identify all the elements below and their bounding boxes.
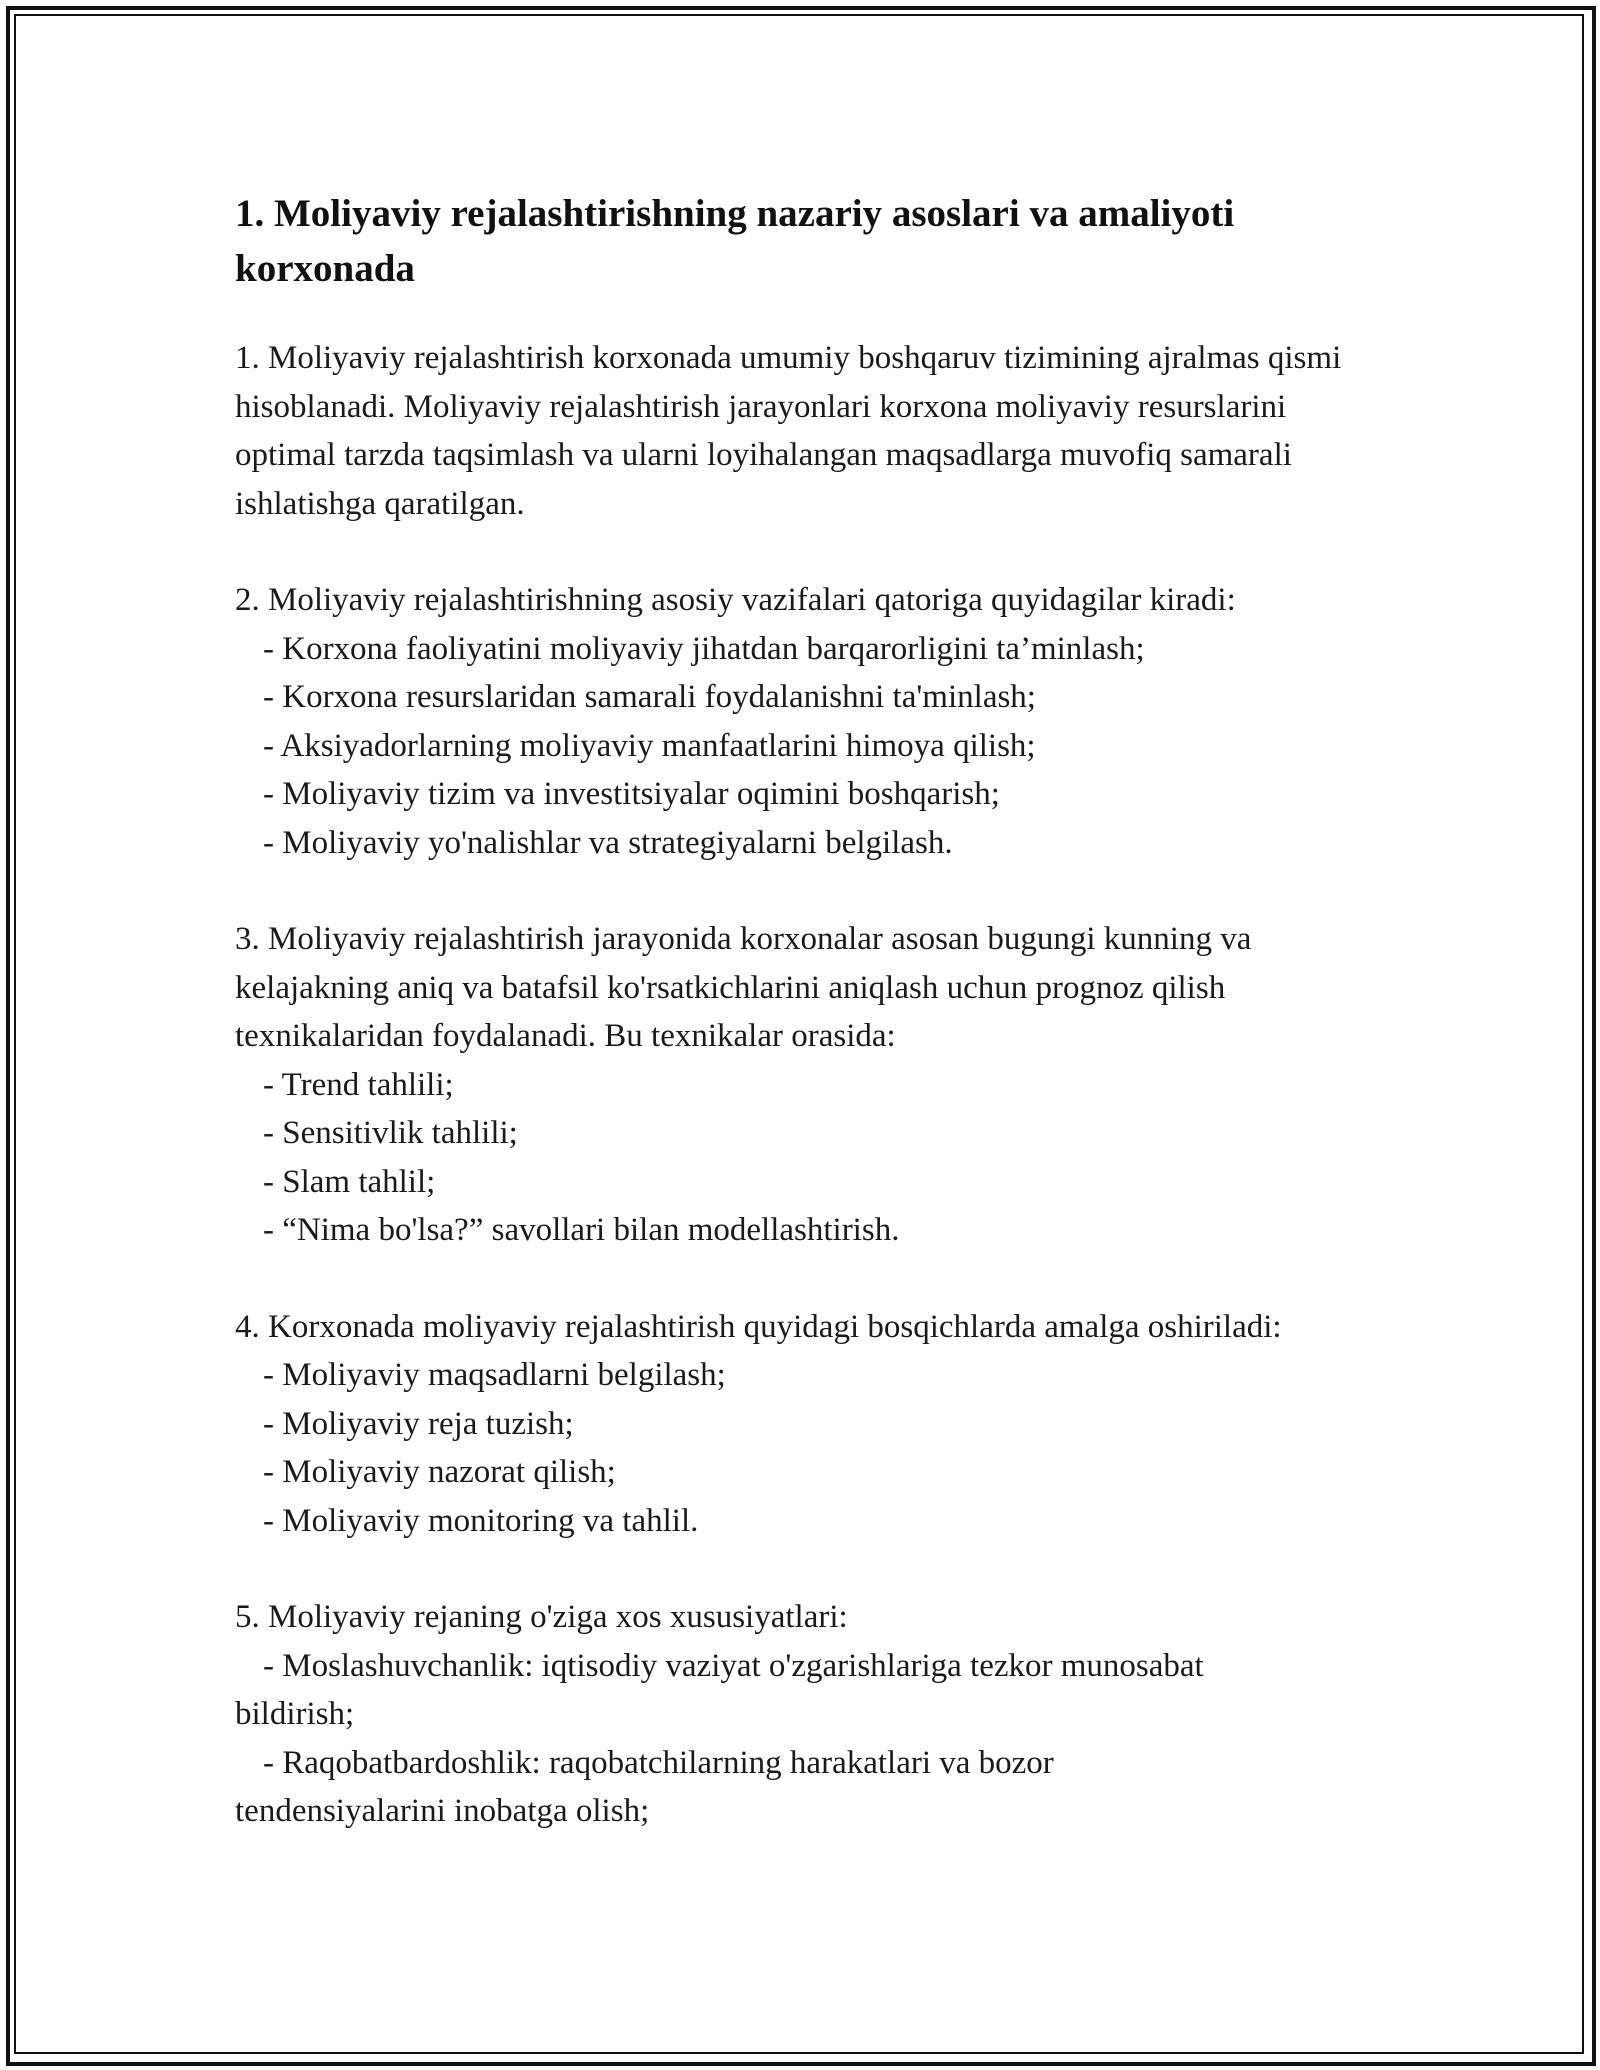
list-item: - Sensitivlik tahlili; xyxy=(263,1115,518,1151)
page-title: 1. Moliyaviy rejalashtirishning nazariy asoslari va amaliyoti korxonada xyxy=(235,192,1235,290)
document-body xyxy=(235,186,1385,1836)
section-2-list xyxy=(235,625,1385,868)
list-item: - Moliyaviy reja tuzish; xyxy=(263,1405,574,1442)
list-item: - Moliyaviy nazorat qilish; xyxy=(263,1454,616,1490)
list-item: - Moliyaviy tizim va investitsiyalar oqimini boshqarish; xyxy=(263,776,1000,812)
list-item: - “Nima bo'lsa?” savollari bilan modellashtirish. xyxy=(263,1212,900,1248)
section-4-list xyxy=(235,1351,1385,1545)
list-item-continuation: bildirish; xyxy=(235,1696,355,1732)
list-item: - Slam tahlil; xyxy=(263,1163,436,1200)
paragraph-gap xyxy=(235,528,1385,576)
section-2-lead: 2. Moliyaviy rejalashtirishning asosiy vazifalari qatoriga quyidagilar kiradi: xyxy=(235,582,1236,618)
list-item: - Korxona resurslaridan samarali foydalanishni ta'minlash; xyxy=(263,679,1036,715)
section-3 xyxy=(235,915,1385,1255)
section-1 xyxy=(235,334,1385,528)
paragraph-gap xyxy=(235,1545,1385,1593)
section-4-lead: 4. Korxonada moliyaviy rejalashtirish quyidagi bosqichlarda amalga oshiriladi: xyxy=(235,1308,1282,1345)
section-5-list xyxy=(235,1642,1385,1836)
paragraph-gap xyxy=(235,1255,1385,1303)
list-item: - Moliyaviy yo'nalishlar va strategiyalarni belgilash. xyxy=(263,824,953,861)
list-item: - Aksiyadorlarning moliyaviy manfaatlarini himoya qilish; xyxy=(263,727,1036,764)
list-item-continuation: tendensiyalarini inobatga olish; xyxy=(235,1793,650,1829)
section-3-list xyxy=(235,1061,1385,1255)
list-item: - Korxona faoliyatini moliyaviy jihatdan barqarorligini ta’minlash; xyxy=(263,630,1145,667)
list-item: - Moliyaviy maqsadlarni belgilash; xyxy=(263,1357,726,1393)
section-3-lead: 3. Moliyaviy rejalashtirish jarayonida korxonalar asosan bugungi kunning va kelajakning aniq va batafsil ko'rsatkichlarini aniqlash uchun prognoz qilish texnikalaridan foydalanadi. Bu texnikalar orasida: xyxy=(235,921,1260,1054)
section-2 xyxy=(235,576,1385,867)
list-item: - Raqobatbardoshlik: raqobatchilarning harakatlari va bozor xyxy=(263,1744,1054,1781)
list-item: - Trend tahlili; xyxy=(263,1066,454,1103)
paragraph-gap xyxy=(235,867,1385,915)
section-1-text: 1. Moliyaviy rejalashtirish korxonada umumiy boshqaruv tizimining ajralmas qismi hisoblanadi. Moliyaviy rejalashtirish jarayonlari korxona moliyaviy resurslarini optimal tarzda taqsimlash va ularni loyihalangan maqsadlarga muvofiq samarali ishlatishga qaratilgan. xyxy=(235,340,1350,522)
section-5 xyxy=(235,1593,1385,1836)
section-5-lead: 5. Moliyaviy rejaning o'ziga xos xususiyatlari: xyxy=(235,1599,848,1635)
list-item: - Moliyaviy monitoring va tahlil. xyxy=(263,1502,699,1539)
section-4 xyxy=(235,1303,1385,1546)
list-item: - Moslashuvchanlik: iqtisodiy vaziyat o'zgarishlariga tezkor munosabat xyxy=(263,1647,1204,1684)
